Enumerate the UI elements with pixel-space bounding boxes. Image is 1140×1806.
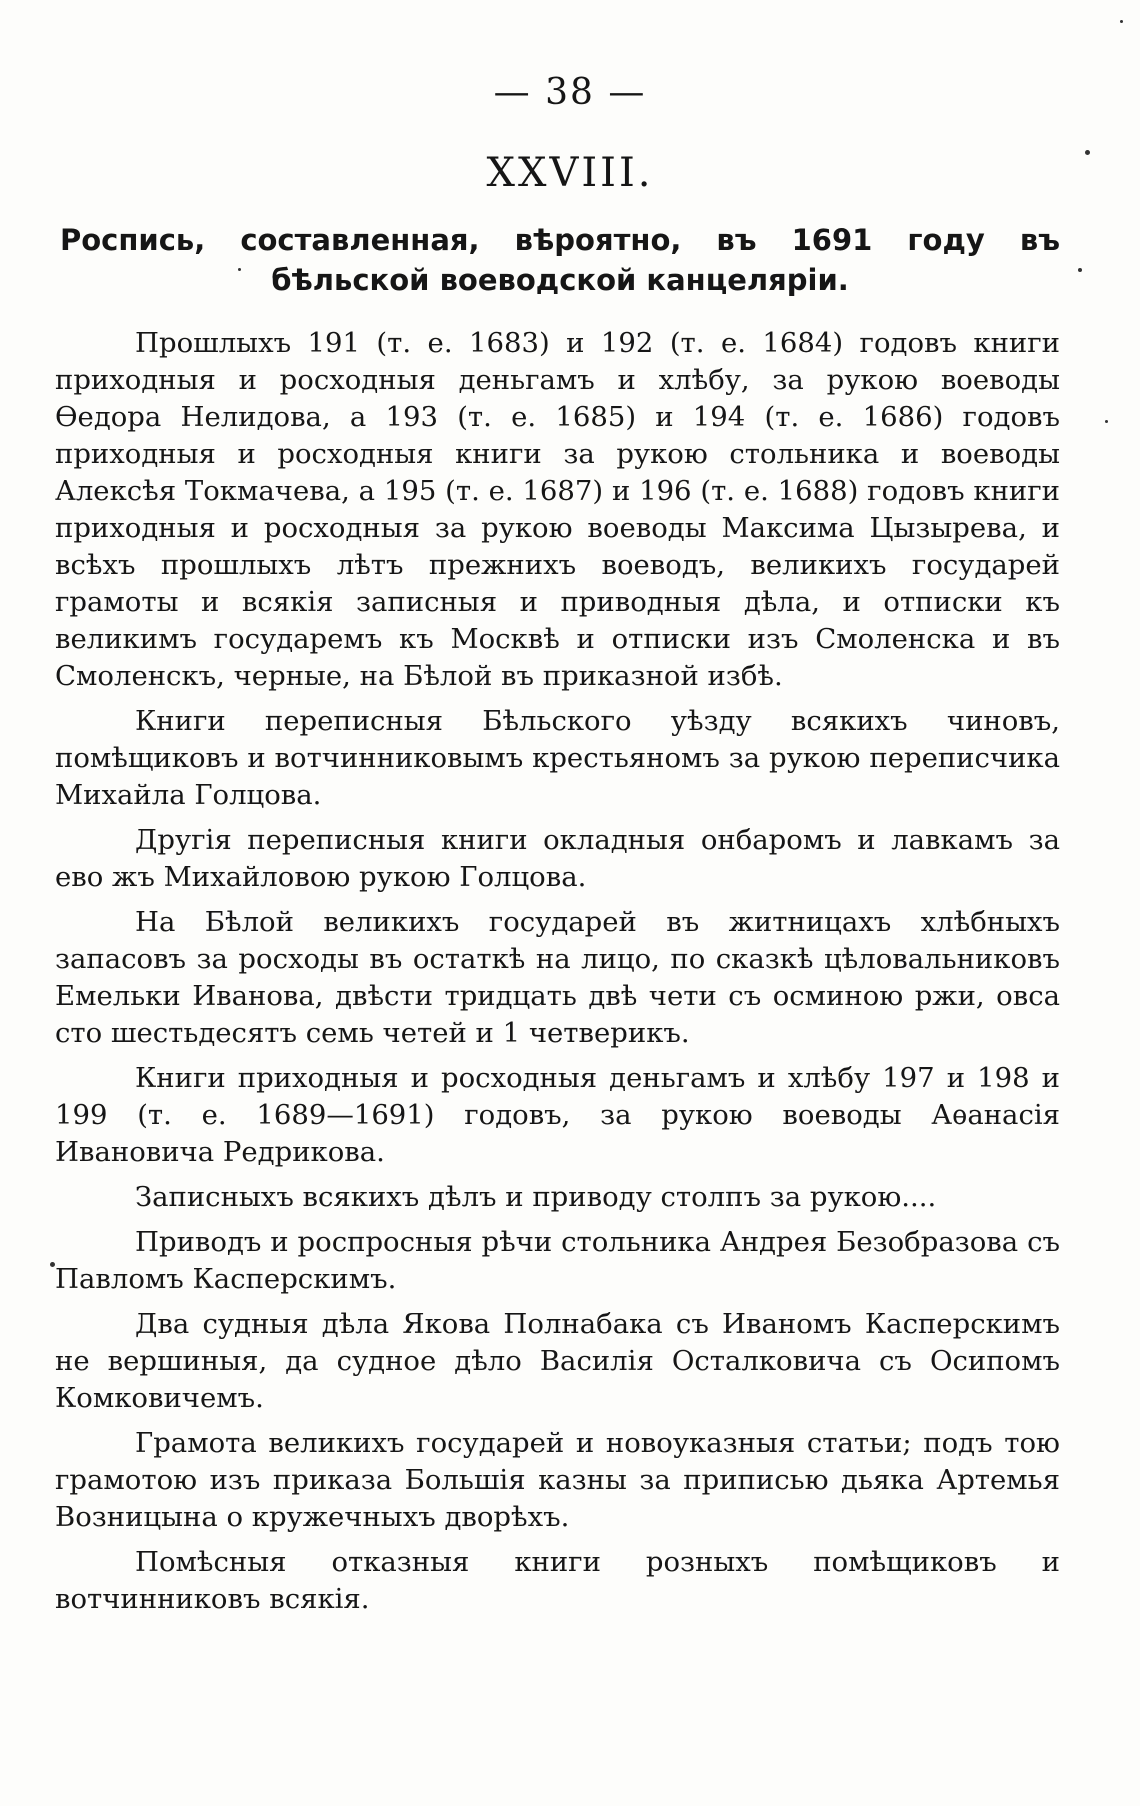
- paragraph: Помѣсныя отказныя книги розныхъ помѣщиковъ и вотчинниковъ всякія.: [55, 1546, 1060, 1615]
- scan-speck: [1085, 150, 1090, 155]
- paragraph: Книги переписныя Бѣльского уѣзду всякихъ чиновъ, помѣщиковъ и вотчинниковымъ крестьяномъ за рукою переписчика Михайла Голцова.: [55, 705, 1060, 811]
- scan-speck: [50, 1262, 55, 1267]
- paragraph: Записныхъ всякихъ дѣлъ и приводу столпъ за рукою....: [135, 1181, 937, 1213]
- paragraph: Грамота великихъ государей и новоуказныя статьи; подъ тою грамотою изъ приказа Большія казны за приписью дьяка Артемья Возницына о кружечныхъ дворѣхъ.: [55, 1427, 1060, 1533]
- paragraph: Прошлыхъ 191 (т. е. 1683) и 192 (т. е. 1684) годовъ книги приходныя и росходныя деньгамъ и хлѣбу, за рукою воеводы Ѳедора Нелидова, а 193 (т. е. 1685) и 194 (т. е. 1686) годовъ приходныя и росходныя книги за рукою стольника и воеводы Алексѣя Токмачева, а 195 (т. е. 1687) и 196 (т. е. 1688) годовъ книги приходныя и росходныя за рукою воеводы Максима Цызырева, и всѣхъ прошлыхъ лѣтъ прежнихъ воеводъ, великихъ государей грамоты и всякія записныя и приводныя дѣла, и отписки къ великимъ государемъ къ Москвѣ и отписки изъ Смоленска и въ Смоленскъ, черные, на Бѣлой въ приказной избѣ.: [55, 327, 1060, 692]
- scan-speck: [1105, 420, 1108, 423]
- paragraph: Книги приходныя и росходныя деньгамъ и хлѣбу 197 и 198 и 199 (т. е. 1689—1691) годовъ, за рукою воеводы Аѳанасія Ивановича Редрикова.: [55, 1062, 1060, 1168]
- scan-speck: [238, 268, 241, 271]
- paragraph: Два судныя дѣла Якова Полнабака съ Иваномъ Касперскимъ не вершиныя, да судное дѣло Василія Осталковича съ Осипомъ Комковичемъ.: [55, 1308, 1060, 1414]
- scan-speck: [1120, 20, 1123, 23]
- scan-speck: [1078, 268, 1082, 272]
- paragraph: Другія переписныя книги окладныя онбаромъ и лавкамъ за ево жъ Михайловою рукою Голцова.: [55, 824, 1060, 893]
- body-text: [55, 325, 1060, 1626]
- section-number: XXVIII.: [486, 150, 654, 196]
- paragraph: На Бѣлой великихъ государей въ житницахъ хлѣбныхъ запасовъ за росходы въ остаткѣ на лицо, по сказкѣ цѣловальниковъ Емельки Иванова, двѣсти тридцать двѣ чети съ осминою ржи, овса сто шестьдесятъ семь четей и 1 четверикъ.: [55, 906, 1060, 1049]
- page-number: — 38 —: [493, 72, 647, 113]
- section-heading: Роспись, составленная, вѣроятно, въ 1691 году въ бѣльской воеводской канцеляріи.: [60, 223, 1060, 297]
- paragraph: Приводъ и роспросныя рѣчи стольника Андрея Безобразова съ Павломъ Касперскимъ.: [55, 1226, 1060, 1295]
